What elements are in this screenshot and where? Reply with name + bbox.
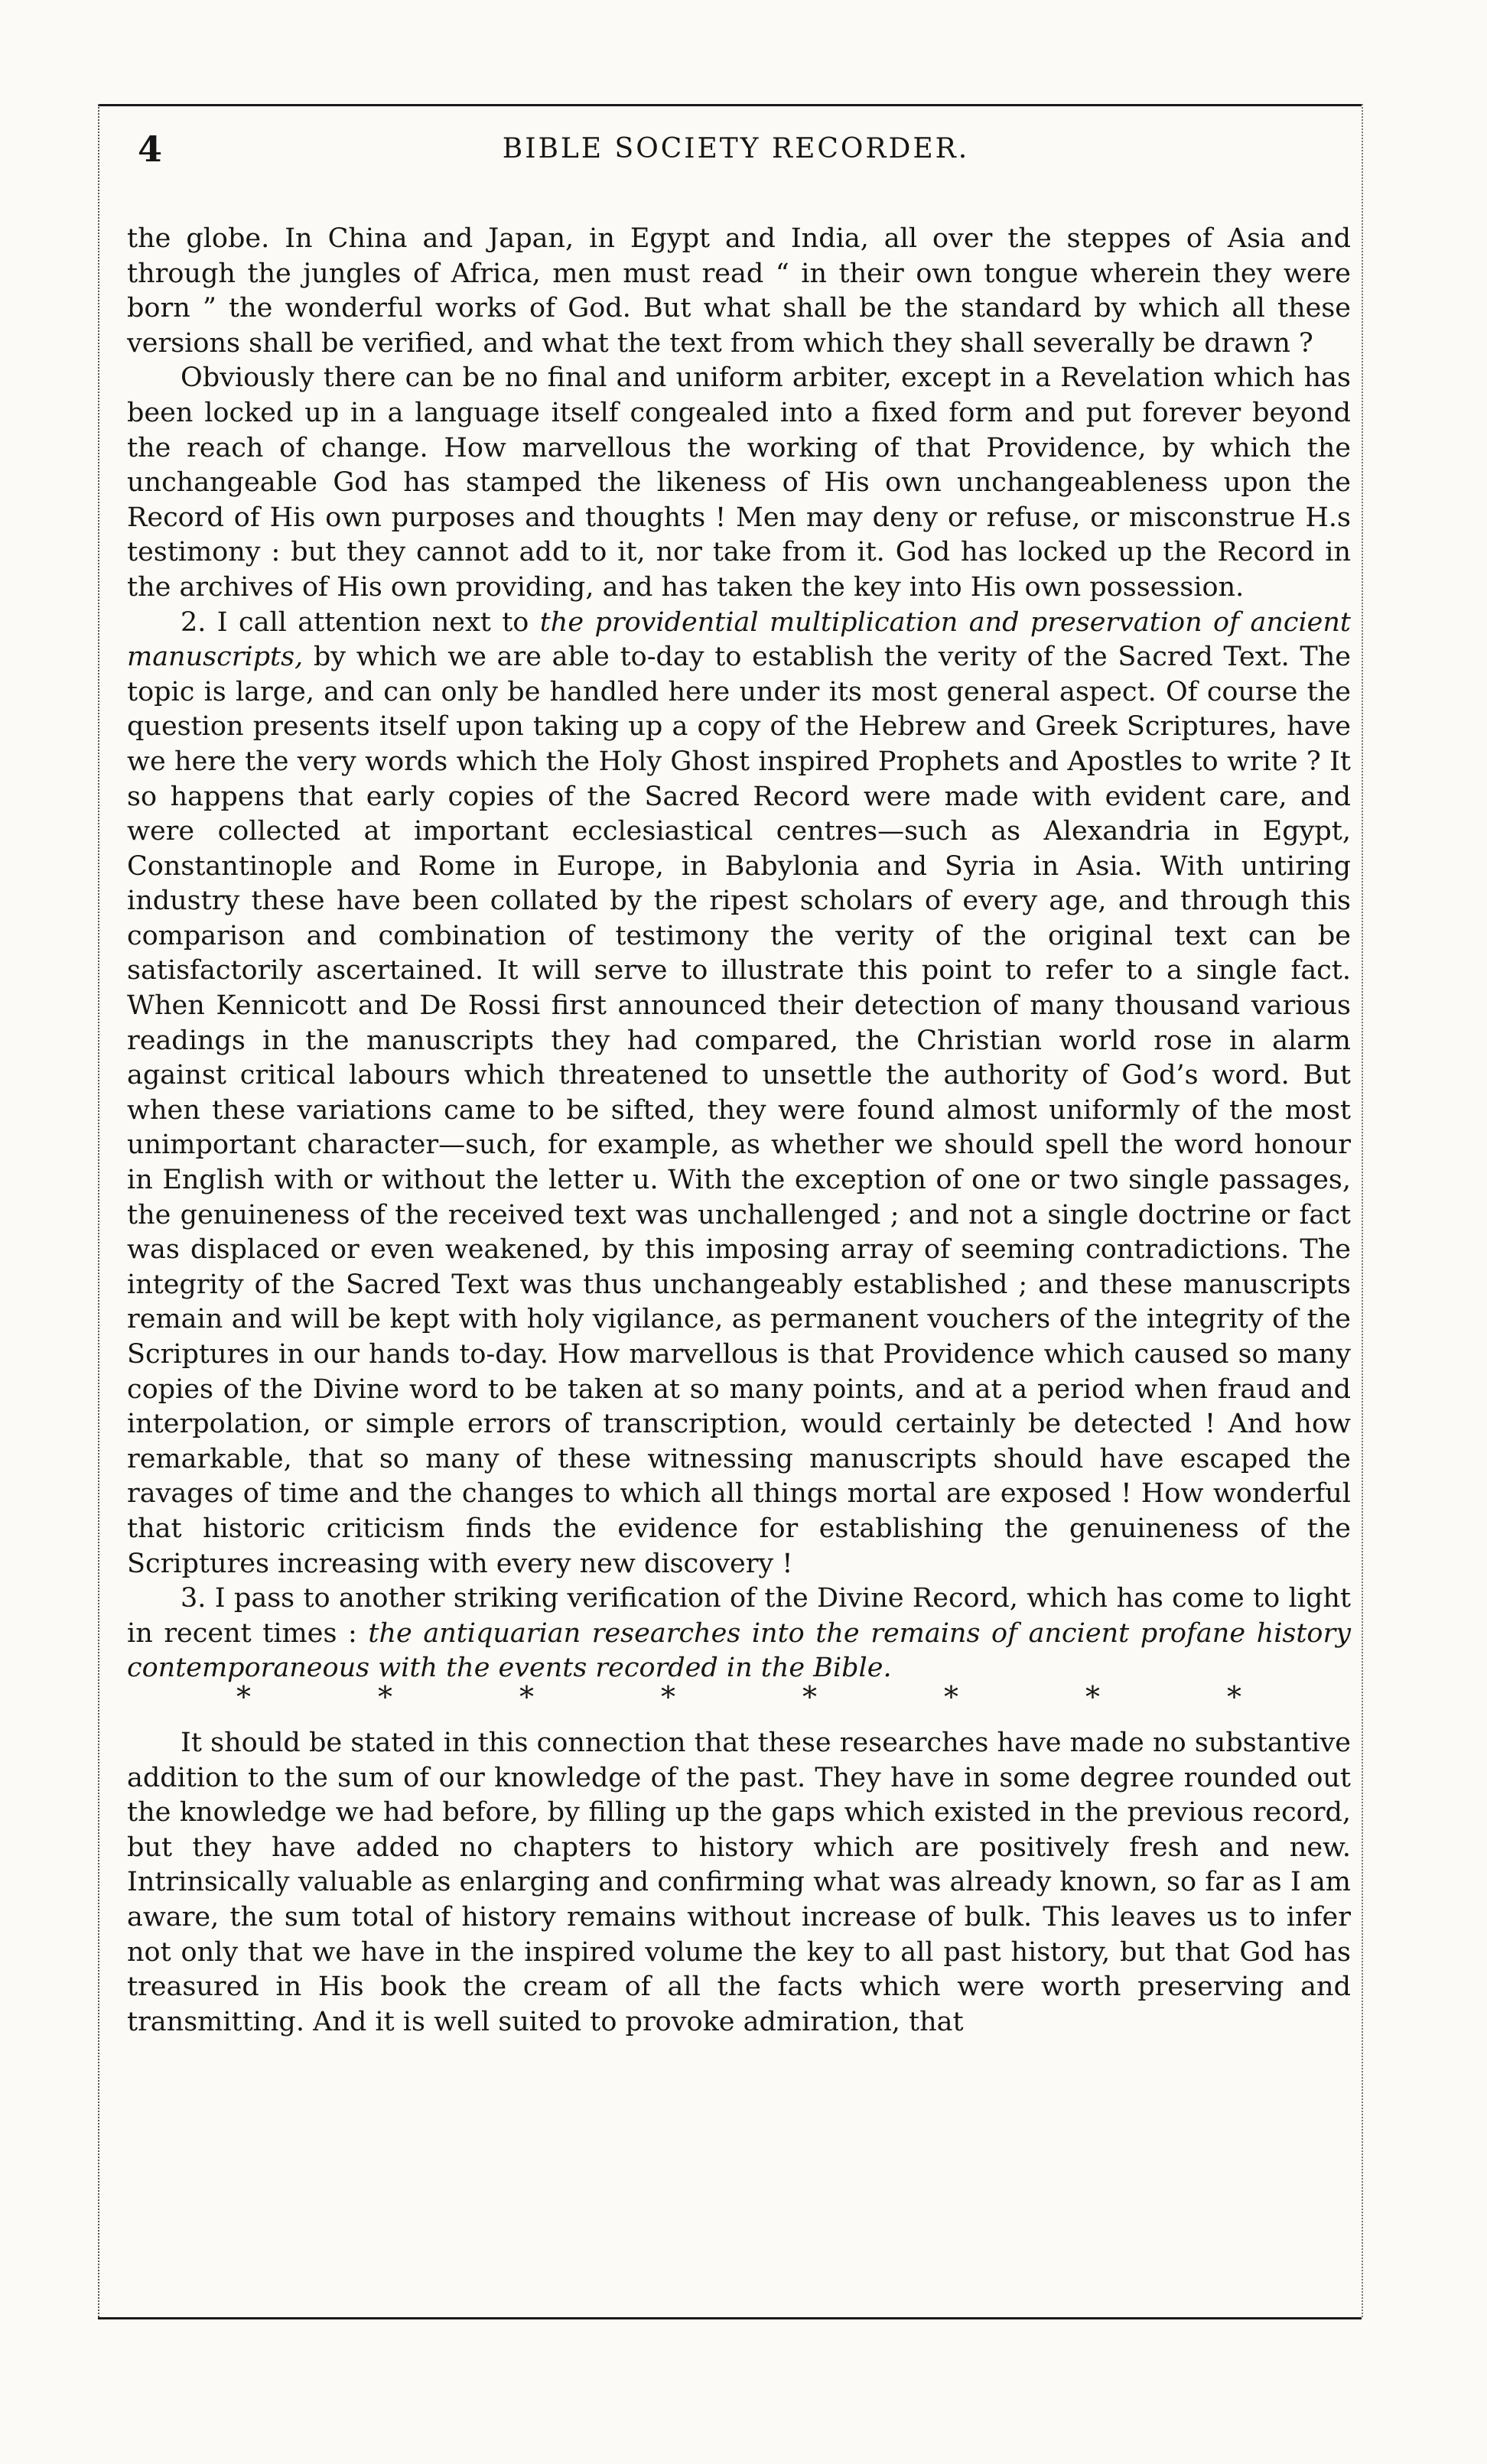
section-break-stars [173, 1679, 1305, 1714]
top-rule [98, 104, 1362, 106]
left-page-edge [98, 104, 99, 2317]
right-page-edge [1362, 104, 1363, 2317]
star-glyph: * [1227, 1679, 1241, 1714]
paragraph-text: Obviously there can be no final and uniform arbiter, except in a Revelation which has been locked up in a language itself congealed into a fixed form and put forever beyond the reach of change. How marvellous the working of that Providence, by which the unchangeable God has stamped the likeness of His own unchangeableness upon the Record of His own purposes and thoughts ! Men may deny or refuse, or misconstrue H.s testimony : but they cannot add to it, nor take from it. God has locked up the Record in the archives of His own providing, and has taken the key into His own possession. [127, 362, 1351, 603]
paragraph-text: the globe. In China and Japan, in Egypt and India, all over the steppes of Asia and through the jungles of Africa, men must read “ in their own tongue wherein they were born ” the wonderful works of God. But what shall be the standard by which all these versions shall be verified, and what the text from which they shall severally be drawn ? [127, 223, 1351, 359]
page-number: 4 [138, 128, 163, 170]
star-glyph: * [661, 1679, 675, 1714]
paragraph-text: It should be stated in this connection that these researches have made no substantive addition to the sum of our knowledge of the past. They have in some degree rounded out the knowledge we had before, by filling up the gaps which existed in the previous record, but they have added no chapters to history which are positively fresh and new. Intrinsically valuable as enlarging and confirming what was already known, so far as I am aware, the sum total of history remains without increase of bulk. This leaves us to infer not only that we have in the inspired volume the key to all past history, but that God has treasured in His book the cream of all the facts which were worth preserving and transmitting. And it is well suited to provoke admiration, that [127, 1727, 1351, 2037]
paragraph-text: by which we are able to-day to establish the verity of the Sacred Text. The topic is large, and can only be handled here under its most general aspect. Of course the question presents itself upon taking up a copy of the Hebrew and Greek Scriptures, have we here the very words which the Holy Ghost inspired Prophets and Apostles to write ? It so happens that early copies of the Sacred Record were made with evident care, and were collected at important ecclesiastical centres—such as Alexandria in Egypt, Constantinople and Rome in Europe, in Babylonia and Syria in Asia. With untiring industry these have been collated by the ripest scholars of every age, and through this comparison and combination of testimony the verity of the original text can be satisfactorily ascertained. It will serve to illustrate this point to refer to a single fact. When Kennicott and De Rossi first announced their detection of many thousand various readings in the manuscripts they had compared, the Christian world rose in alarm against critical labours which threatened to unsettle the authority of God’s word. But when these variations came to be sifted, they were found almost uniformly of the most unimportant character—such, for example, as whether we should spell the word honour in English with or without the letter u. With the exception of one or two single passages, the genuineness of the received text was unchallenged ; and not a single doctrine or fact was displaced or even weakened, by this imposing array of seeming contradictions. The integrity of the Sacred Text was thus unchangeably established ; and these manuscripts remain and will be kept with holy vigilance, as permanent vouchers of the integrity of the Scriptures in our hands to-day. How marvellous is that Providence which caused so many copies of the Divine word to be taken at so many points, and at a period when fraud and interpolation, or simple errors of transcription, would certainly be detected ! And how remarkable, that so many of these witnessing manuscripts should have escaped the ravages of time and the changes to which all things mortal are exposed ! How wonderful that historic criticism finds the evidence for establishing the genuineness of the Scriptures increasing with every new discovery ! [127, 642, 1351, 1579]
bottom-rule [98, 2317, 1362, 2319]
paragraph-globe [127, 222, 1351, 361]
page-header [122, 128, 1349, 177]
paragraph-antiquarian [127, 1581, 1351, 1686]
star-glyph: * [802, 1679, 817, 1714]
paragraph-manuscripts [127, 606, 1351, 1582]
star-glyph: * [1085, 1679, 1100, 1714]
article-body [127, 222, 1351, 2040]
paragraph-researches [127, 1726, 1351, 2040]
star-glyph: * [519, 1679, 534, 1714]
paragraph-revelation [127, 361, 1351, 605]
star-glyph: * [378, 1679, 392, 1714]
star-glyph: * [944, 1679, 958, 1714]
star-glyph: * [236, 1679, 251, 1714]
italic-phrase: the antiquarian researches into the remains of ancient profane history contemporaneous with the events recorded in the Bible. [127, 1617, 1351, 1684]
running-head: BIBLE SOCIETY RECORDER. [502, 133, 970, 164]
italic-phrase: the providential multiplication and preservation of ancient manuscripts, [127, 606, 1351, 673]
paragraph-text: 2. I call attention next to [181, 606, 540, 638]
paragraph-text: 3. I pass to another striking verification of the Divine Record, which has come to light in recent times : [127, 1583, 1351, 1649]
